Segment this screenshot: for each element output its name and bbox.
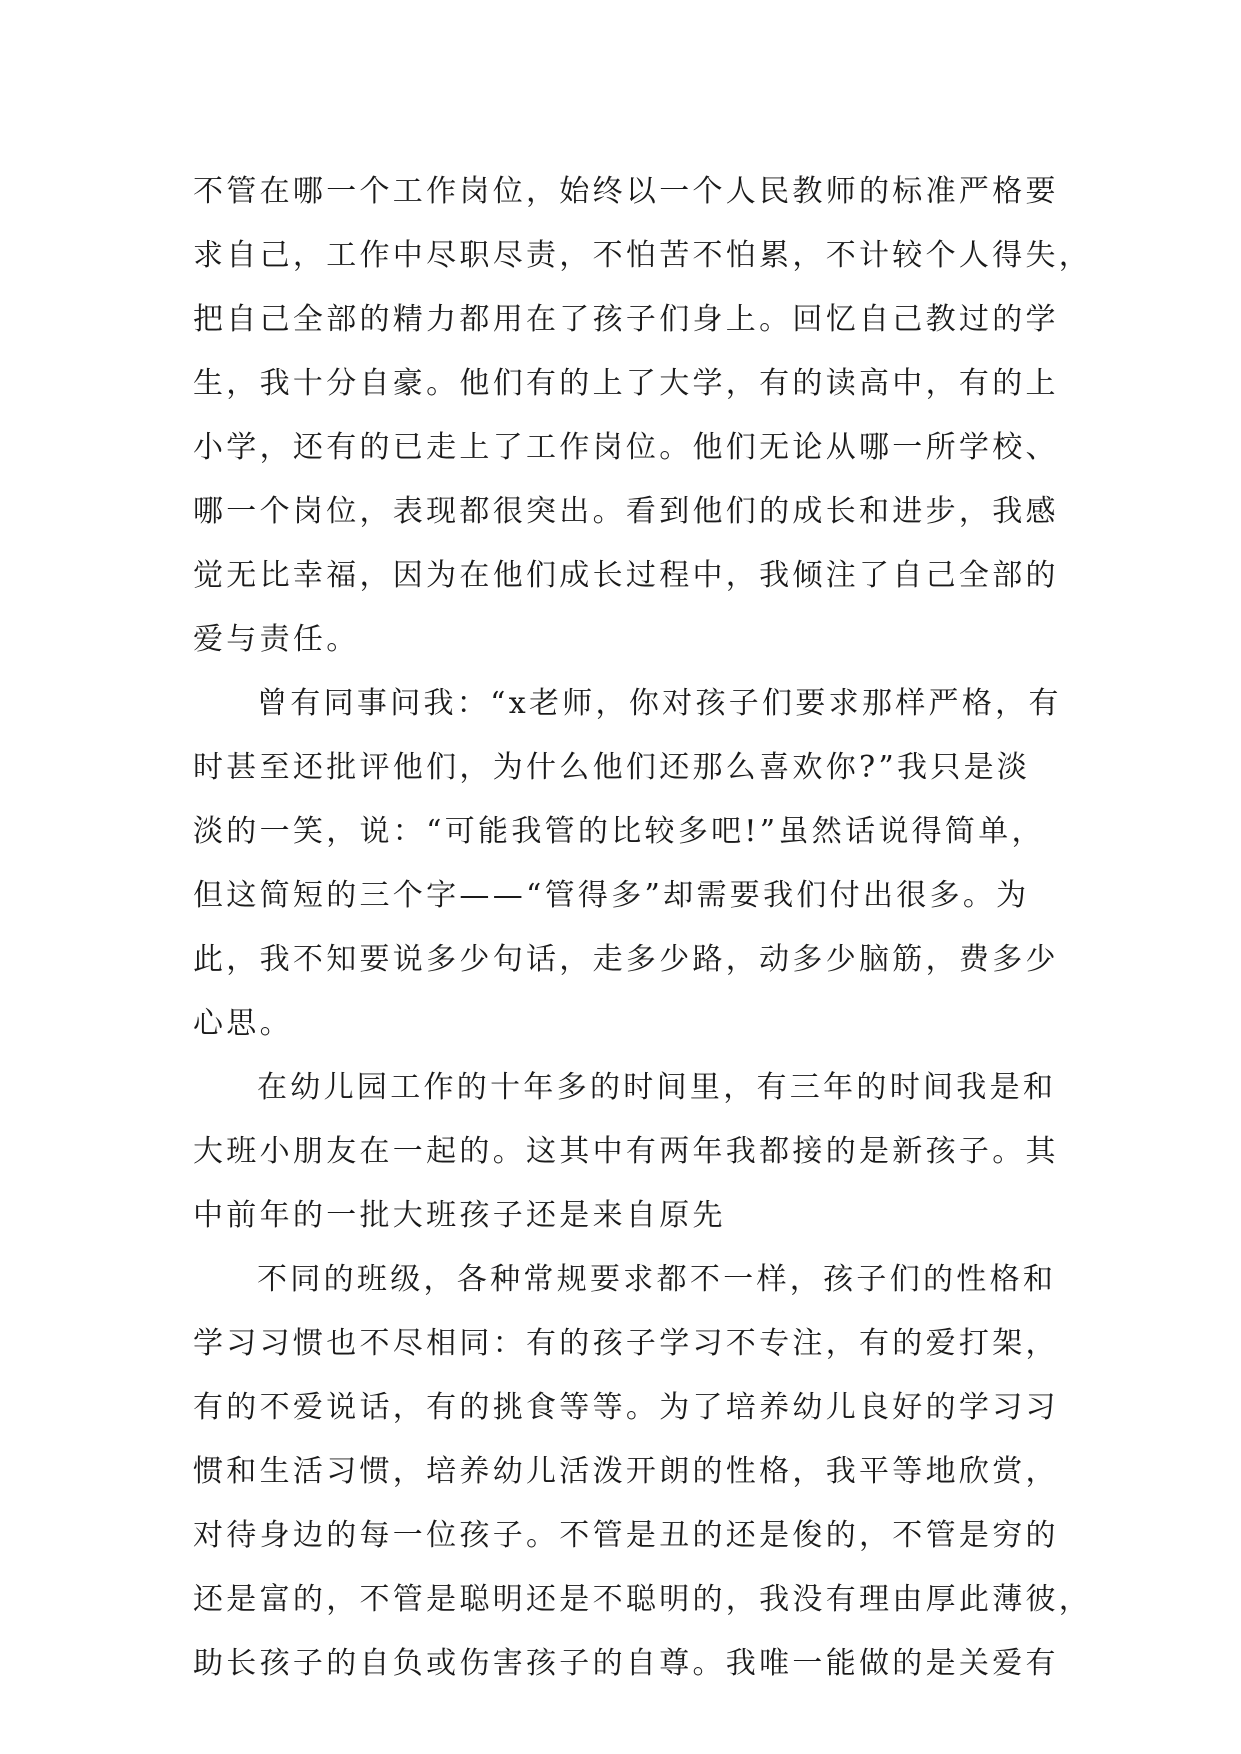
text-line: 觉无比幸福，因为在他们成长过程中，我倾注了自己全部的 — [193, 558, 1059, 593]
paragraph-first-line: 不同的班级，各种常规要求都不一样，孩子们的性格和 — [257, 1262, 1057, 1297]
text-line: 此，我不知要说多少句话，走多少路，动多少脑筋，费多少 — [193, 942, 1059, 977]
text-line: 小学，还有的已走上了工作岗位。他们无论从哪一所学校、 — [193, 430, 1059, 465]
text-line: 求自己，工作中尽职尽责，不怕苦不怕累，不计较个人得失， — [193, 238, 1093, 273]
body-text — [193, 160, 1093, 1696]
text-line: 大班小朋友在一起的。这其中有两年我都接的是新孩子。其 — [193, 1134, 1059, 1169]
text-line: 淡的一笑，说：“可能我管的比较多吧!”虽然话说得简单， — [193, 814, 1045, 849]
text-line: 把自己全部的精力都用在了孩子们身上。回忆自己教过的学 — [193, 302, 1059, 337]
text-line: 心思。 — [193, 1006, 293, 1041]
text-line: 助长孩子的自负或伤害孩子的自尊。我唯一能做的是关爱有 — [193, 1646, 1059, 1681]
text-line: 中前年的一批大班孩子还是来自原先 — [193, 1198, 726, 1233]
text-line: 还是富的，不管是聪明还是不聪明的，我没有理由厚此薄彼， — [193, 1582, 1093, 1617]
text-line: 生，我十分自豪。他们有的上了大学，有的读高中，有的上 — [193, 366, 1059, 401]
text-line: 有的不爱说话，有的挑食等等。为了培养幼儿良好的学习习 — [193, 1390, 1059, 1425]
text-line: 不管在哪一个工作岗位，始终以一个人民教师的标准严格要 — [193, 174, 1059, 209]
text-line: 哪一个岗位，表现都很突出。看到他们的成长和进步，我感 — [193, 494, 1059, 529]
text-line: 学习习惯也不尽相同：有的孩子学习不专注，有的爱打架， — [193, 1326, 1059, 1361]
text-line: 但这简短的三个字——“管得多”却需要我们付出很多。为 — [193, 878, 1030, 913]
text-line: 爱与责任。 — [193, 622, 360, 657]
paragraph-first-line: 在幼儿园工作的十年多的时间里，有三年的时间我是和 — [257, 1070, 1057, 1105]
text-line: 惯和生活习惯，培养幼儿活泼开朗的性格，我平等地欣赏， — [193, 1454, 1059, 1489]
paragraph-first-line: 曾有同事问我：“x老师，你对孩子们要求那样严格，有 — [257, 686, 1062, 721]
text-line: 时甚至还批评他们，为什么他们还那么喜欢你?”我只是淡 — [193, 750, 1031, 785]
text-line: 对待身边的每一位孩子。不管是丑的还是俊的，不管是穷的 — [193, 1518, 1059, 1553]
